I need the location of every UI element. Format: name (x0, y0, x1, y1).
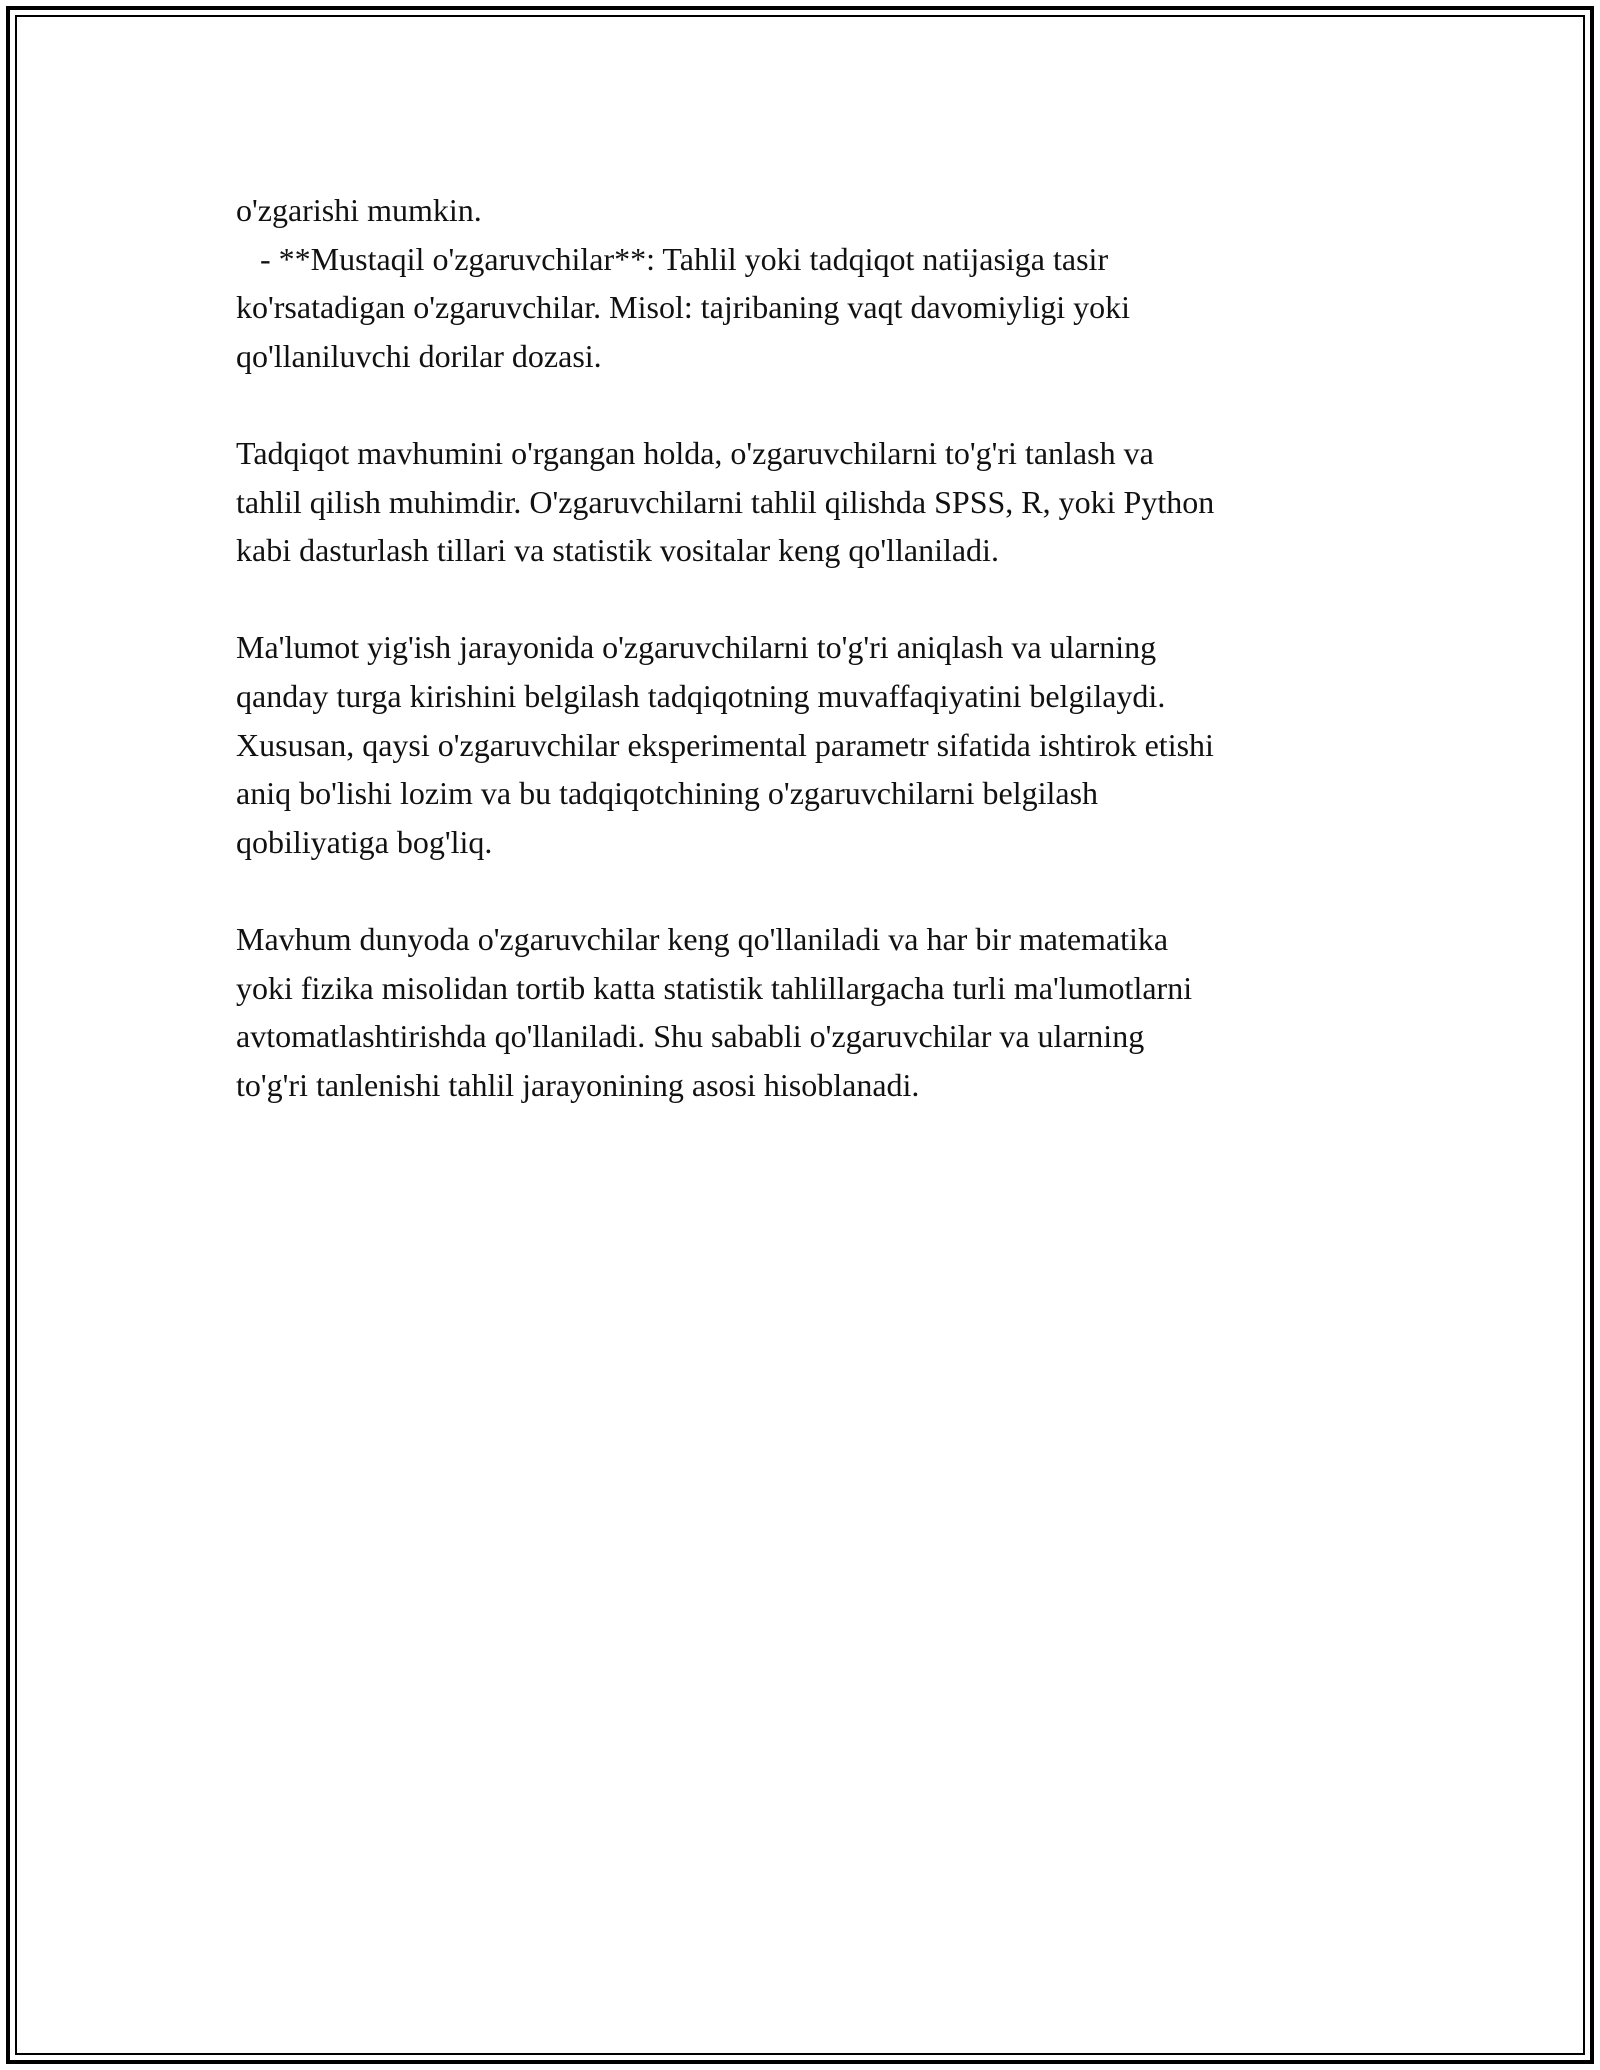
text-line: avtomatlashtirishda qo'llaniladi. Shu sababli o'zgaruvchilar va ularning (236, 1018, 1145, 1055)
text-line: o'zgarishi mumkin. (236, 192, 482, 228)
text-line: to'g'ri tanlenishi tahlil jarayonining asosi hisoblanadi. (236, 1066, 920, 1103)
text-line: - **Mustaqil o'zgaruvchilar**: Tahlil yoki tadqiqot natijasiga tasir (236, 240, 1109, 277)
text-line: Ma'lumot yig'ish jarayonida o'zgaruvchilarni to'g'ri aniqlash va ularning (236, 629, 1157, 666)
text-line: Mavhum dunyoda o'zgaruvchilar keng qo'llaniladi va har bir matematika (236, 920, 1169, 957)
text-line: ko'rsatadigan o'zgaruvchilar. Misol: tajribaning vaqt davomiyligi yoki (236, 289, 1131, 326)
text-line: tahlil qilish muhimdir. O'zgaruvchilarni tahlil qilishda SPSS, R, yoki Python (236, 483, 1215, 520)
text-line: Xususan, qaysi o'zgaruvchilar eksperimental parametr sifatida ishtirok etishi (236, 726, 1214, 763)
paragraph-gap (236, 380, 1396, 429)
text-line: aniq bo'lishi lozim va bu tadqiqotchining o'zgaruvchilarni belgilash (236, 775, 1099, 812)
document-body (236, 186, 1396, 1109)
text-line: yoki fizika misolidan tortib katta statistik tahlillargacha turli ma'lumotlarni (236, 969, 1193, 1006)
text-line: qanday turga kirishini belgilash tadqiqotning muvaffaqiyatini belgilaydi. (236, 677, 1166, 714)
paragraph-gap (236, 575, 1396, 624)
text-line: Tadqiqot mavhumini o'rgangan holda, o'zgaruvchilarni to'g'ri tanlash va (236, 434, 1154, 471)
text-line: qo'llaniluvchi dorilar dozasi. (236, 337, 602, 374)
text-line: qobiliyatiga bog'liq. (236, 823, 493, 860)
paragraph-gap (236, 866, 1396, 915)
text-line: kabi dasturlash tillari va statistik vositalar keng qo'llaniladi. (236, 532, 999, 569)
